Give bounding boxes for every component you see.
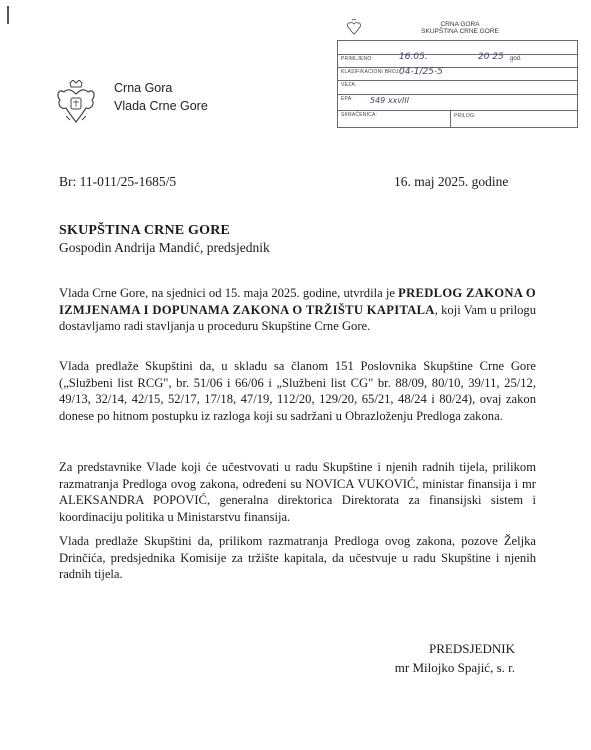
stamp-epa-handwritten: 549 xxvIII: [370, 96, 410, 105]
stamp-number-handwritten: 04-1/25-5: [399, 67, 443, 77]
scan-edge-mark: [7, 6, 9, 24]
stamp-label-received: PRIMLJENO:: [341, 56, 374, 62]
government-name: Vlada Crne Gore: [114, 99, 208, 113]
paragraph-1-end: , koji Vam u prilogu dostavljamo radi stavljanja u proceduru Skupštine Crne Gore.: [59, 302, 536, 333]
stamp-label-attachment: PRILOG:: [454, 113, 476, 119]
law-proposal-title: PREDLOG ZAKONA O IZMJENAMA I DOPUNAMA ZAKONA O TRŽIŠTU KAPITALA: [59, 286, 537, 317]
signature-title: PREDSJEDNIK: [429, 641, 515, 656]
stamp-date-handwritten: 16.05.: [399, 52, 428, 62]
coat-of-arms-icon: [56, 80, 96, 126]
paragraph-3: Za predstavnike Vlade koji će učestvovati u radu Skupštine i njenih radnih tijela, prilikom razmatranja Predloga ovog zakona, određeni su NOVICA VUKOVIĆ, ministar finansija i mr ALEKSANDRA POPOVIĆ, generalna direktorica Direktorata za finansijski sistem i koordinaciju politika u Ministarstvu finansija.: [59, 460, 536, 524]
recipient-person: Gospodin Andrija Mandić, predsjednik: [59, 240, 270, 255]
registry-stamp: [337, 40, 578, 128]
paragraph-1: [59, 285, 536, 335]
stamp-crest-icon: [347, 19, 361, 35]
signature-name: mr Milojko Spajić, s. r.: [394, 660, 515, 675]
recipient-name: SKUPŠTINA CRNE GORE: [59, 223, 231, 238]
stamp-year-suffix: god.: [510, 56, 522, 62]
stamp-line1: CRNA GORA: [440, 21, 480, 28]
government-header: [114, 79, 208, 115]
country-name: Crna Gora: [114, 81, 173, 95]
stamp-label-abbrev: SKRAĆENICA:: [341, 112, 378, 118]
document-date: 16. maj 2025. godine: [394, 174, 509, 189]
paragraph-1-intro: Vlada Crne Gore, na sjednici od 15. maja 2025. godine, utvrdila je: [59, 286, 399, 300]
stamp-label-class: KLASIFIKACIONI BROJ:: [341, 69, 401, 75]
stamp-line2: SKUPŠTINA CRNE GORE: [421, 28, 499, 35]
stamp-year-handwritten: 20 25: [478, 52, 504, 62]
stamp-label-epa: EPA:: [341, 96, 353, 102]
paragraph-4: Vlada predlaže Skupštini da, prilikom razmatranja Predloga ovog zakona, pozove Željka Drinčića, predsjednika Komisije za tržište kapitala, da učestvuje u radu Skupštine i njenih radnih tijela.: [59, 534, 536, 581]
paragraph-2: Vlada predlaže Skupštini da, u skladu sa članom 151 Poslovnika Skupštine Crne Gore („Službeni list RCG", br. 51/06 i 66/06 i „Službeni list CG" br. 88/09, 80/10, 39/11, 25/12, 49/13, 32/14, 42/15, 52/17, 17/18, 47/19, 112/20, 129/20, 65/21, 48/24 i 80/24), ovaj zakon donese po hitnom postupku iz razloga koji su sadržani u Obrazloženju Predloga zakona.: [59, 359, 536, 423]
signature-block: [395, 639, 515, 677]
stamp-label-link: VEZA:: [341, 82, 357, 88]
stamp-divider: [450, 110, 451, 127]
reference-number: Br: 11-011/25-1685/5: [59, 174, 177, 189]
stamp-row-link: [338, 80, 577, 88]
stamp-header: [345, 21, 575, 35]
